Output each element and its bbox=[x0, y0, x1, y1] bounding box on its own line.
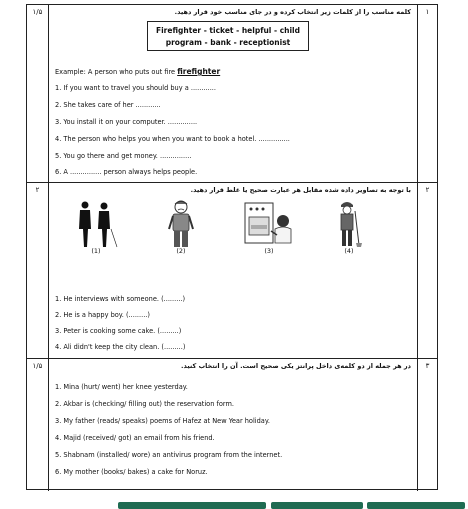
figure-4-label: (4) bbox=[344, 247, 354, 255]
section-3 bbox=[27, 359, 437, 491]
section-2 bbox=[27, 183, 437, 359]
s2-item-4: 4. Ali didn't keep the city clean. (.........) bbox=[55, 343, 186, 351]
section-1-instruction: کلمه مناسب را از کلمات زیر انتخاب کرده و در جای مناسب خود قرار دهید. bbox=[174, 8, 411, 16]
s1-item-5: 5. You go there and get money. ............... bbox=[55, 152, 192, 160]
figure-3-cooking-picture bbox=[241, 199, 297, 249]
figure-2-sad-boy-picture bbox=[161, 199, 201, 249]
s1-item-1: 1. If you want to travel you should buy a ............ bbox=[55, 84, 216, 92]
example-prefix: Example: A person who puts out fire bbox=[55, 68, 178, 76]
exam-sheet bbox=[26, 4, 438, 490]
bottom-bar-middle bbox=[271, 502, 363, 509]
section-1-score: ۱/۵ bbox=[27, 5, 49, 182]
section-3-instruction: در هر جمله از دو کلمه‌ی داخل پرانتز یکی صحیح است. آن را انتخاب کنید. bbox=[181, 362, 411, 370]
section-2-content bbox=[49, 183, 417, 358]
section-3-number: ۳ bbox=[417, 359, 437, 491]
bottom-bar-left bbox=[118, 502, 266, 509]
section-3-content bbox=[49, 359, 417, 491]
s3-item-1: 1. Mina (hurt/ went) her knee yesterday. bbox=[55, 383, 188, 391]
s1-item-4: 4. The person who helps you when you want to book a hotel. ............... bbox=[55, 135, 290, 143]
s3-item-5: 5. Shabnam (installed/ wore) an antivirus program from the internet. bbox=[55, 451, 283, 459]
s3-item-2: 2. Akbar is (checking/ filling out) the reservation form. bbox=[55, 400, 234, 408]
figure-4-cleaning-picture bbox=[329, 199, 369, 249]
s1-item-6: 6. A ............... person always helps people. bbox=[55, 168, 198, 176]
section-2-instruction: با توجه به تصاویر داده شده مقابل هر عبارت صحیح یا غلط قرار دهید. bbox=[190, 186, 411, 194]
section-2-number: ۲ bbox=[417, 183, 437, 358]
section-1 bbox=[27, 5, 437, 183]
figure-2-label: (2) bbox=[176, 247, 186, 255]
s1-item-3: 3. You install it on your computer. .............. bbox=[55, 118, 198, 126]
s2-item-3: 3. Peter is cooking some cake. (.........) bbox=[55, 327, 182, 335]
example-answer: firefighter bbox=[177, 67, 221, 76]
bottom-bar-right bbox=[367, 502, 465, 509]
s2-item-2: 2. He is a happy boy. (.........) bbox=[55, 311, 150, 319]
example-line bbox=[55, 67, 220, 76]
section-1-number: ۱ bbox=[417, 5, 437, 182]
section-3-score: ۱/۵ bbox=[27, 359, 49, 491]
section-1-content bbox=[49, 5, 417, 182]
s1-item-2: 2. She takes care of her ............ bbox=[55, 101, 161, 109]
s3-item-3: 3. My father (reads/ speaks) poems of Hafez at New Year holiday. bbox=[55, 417, 270, 425]
figure-1-interview-picture bbox=[71, 199, 121, 249]
s3-item-6: 6. My mother (books/ bakes) a cake for Noruz. bbox=[55, 468, 208, 476]
section-2-score: ۲ bbox=[27, 183, 49, 358]
figure-1-label: (1) bbox=[91, 247, 101, 255]
word-box bbox=[147, 21, 309, 51]
s2-item-1: 1. He interviews with someone. (.........) bbox=[55, 295, 186, 303]
figure-3-label: (3) bbox=[264, 247, 274, 255]
s3-item-4: 4. Majid (received/ got) an email from his friend. bbox=[55, 434, 215, 442]
word-box-line-1: Firefighter - ticket - helpful - child bbox=[155, 26, 301, 35]
word-box-line-2: program - bank - receptionist bbox=[165, 38, 291, 47]
